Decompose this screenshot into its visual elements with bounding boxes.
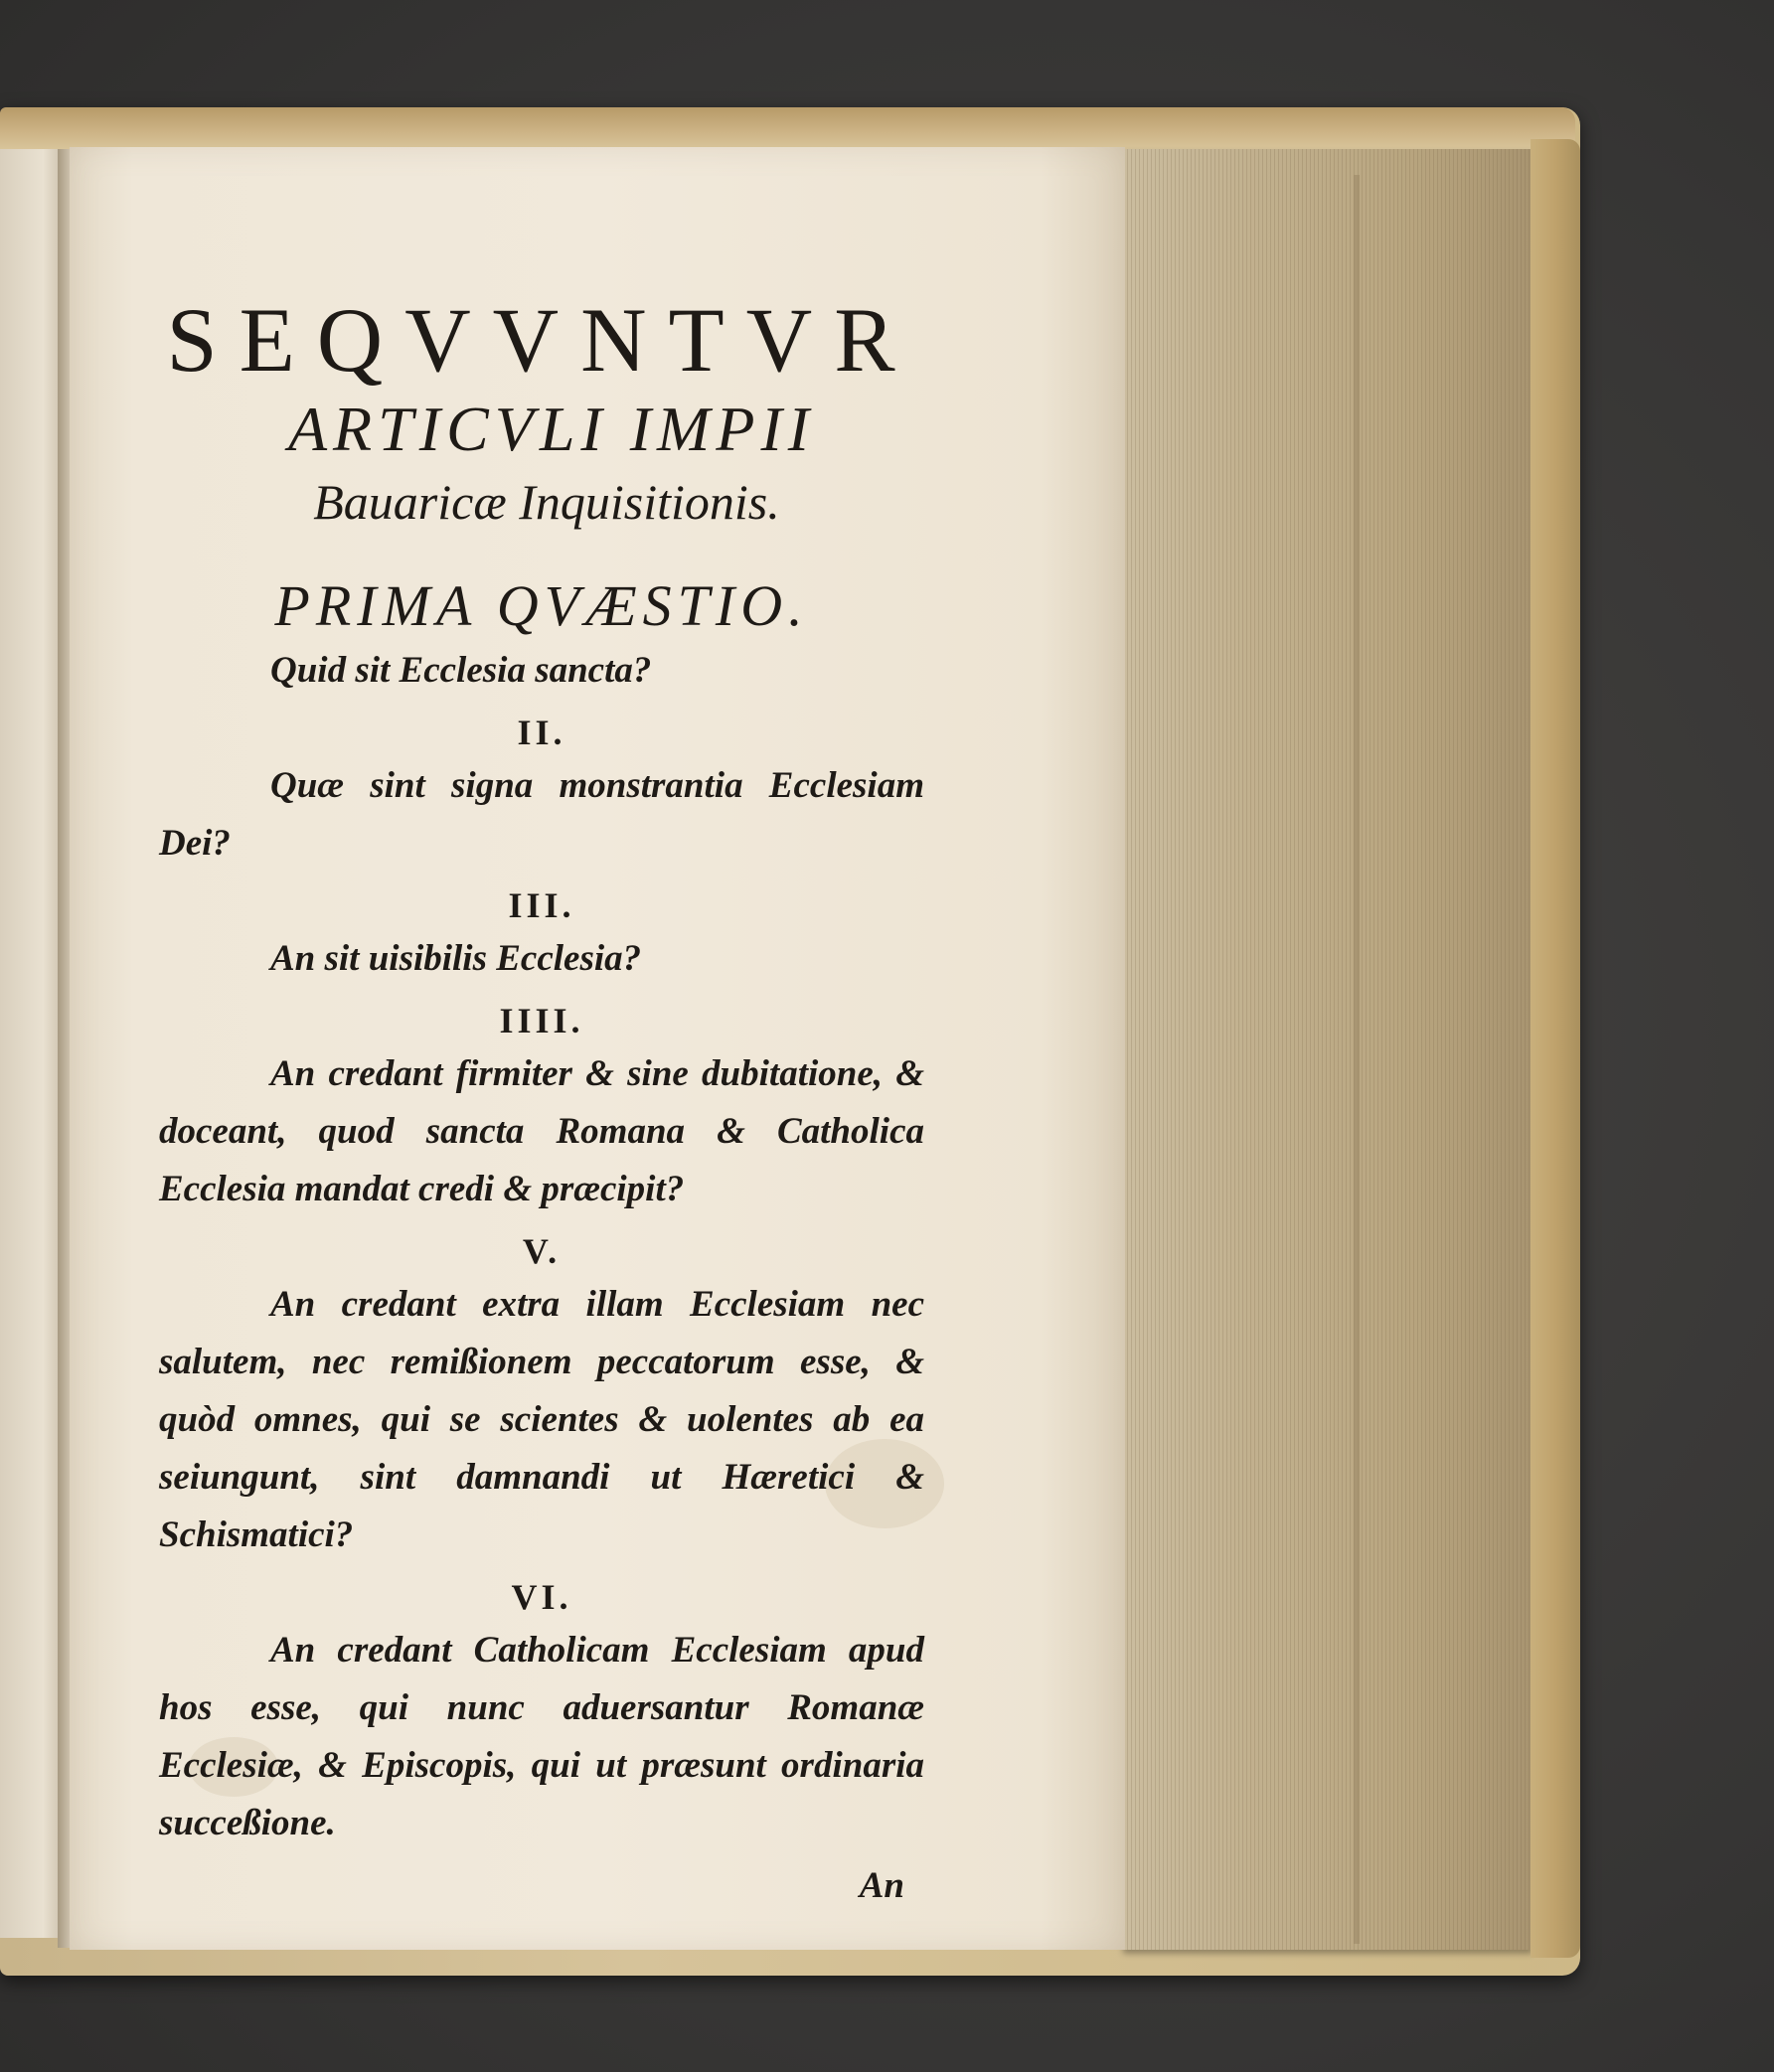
catchword: An bbox=[859, 1865, 904, 1906]
question-5: An credant extra illam Ecclesiam nec salutem, nec remißionem peccatorum esse, & quòd omnes, qui se scientes & uolentes ab ea seiungunt, sint damnandi ut Hæretici & Schismatici? bbox=[159, 1284, 924, 1555]
page-block-divider bbox=[1354, 175, 1360, 1944]
numeral-4: IIII. bbox=[499, 1001, 584, 1040]
page-subtitle: ARTICVLI IMPII bbox=[287, 394, 816, 464]
question-2: Quæ sint signa monstrantia Ecclesiam Dei? bbox=[159, 765, 924, 864]
page-title: SEQVVNTVR bbox=[166, 289, 917, 391]
numeral-2: II. bbox=[517, 713, 566, 752]
numeral-6: VI. bbox=[511, 1577, 572, 1617]
question-3: An sit uisibilis Ecclesia? bbox=[270, 938, 642, 979]
numeral-3: III. bbox=[508, 885, 575, 925]
question-6: An credant Catholicam Ecclesiam apud hos esse, qui nunc aduersantur Romanæ Ecclesiæ, & Episcopis, qui ut præsunt ordinaria succeßione. bbox=[159, 1630, 924, 1843]
cover-top-edge bbox=[0, 107, 1575, 149]
cover-fore-edge bbox=[1531, 139, 1580, 1958]
question-1: Quid sit Ecclesia sancta? bbox=[270, 650, 652, 691]
page-subtitle-2: Bauaricæ Inquisitionis. bbox=[313, 474, 780, 530]
left-page bbox=[0, 149, 64, 1938]
page-text bbox=[159, 288, 924, 1912]
page-block-edges bbox=[1123, 149, 1532, 1950]
section-heading: PRIMA QVÆSTIO. bbox=[274, 573, 809, 638]
question-4: An credant firmiter & sine dubitatione, & doceant, quod sancta Romana & Catholica Ecclesia mandat credi & præcipit? bbox=[159, 1053, 924, 1209]
numeral-5: V. bbox=[522, 1231, 562, 1271]
